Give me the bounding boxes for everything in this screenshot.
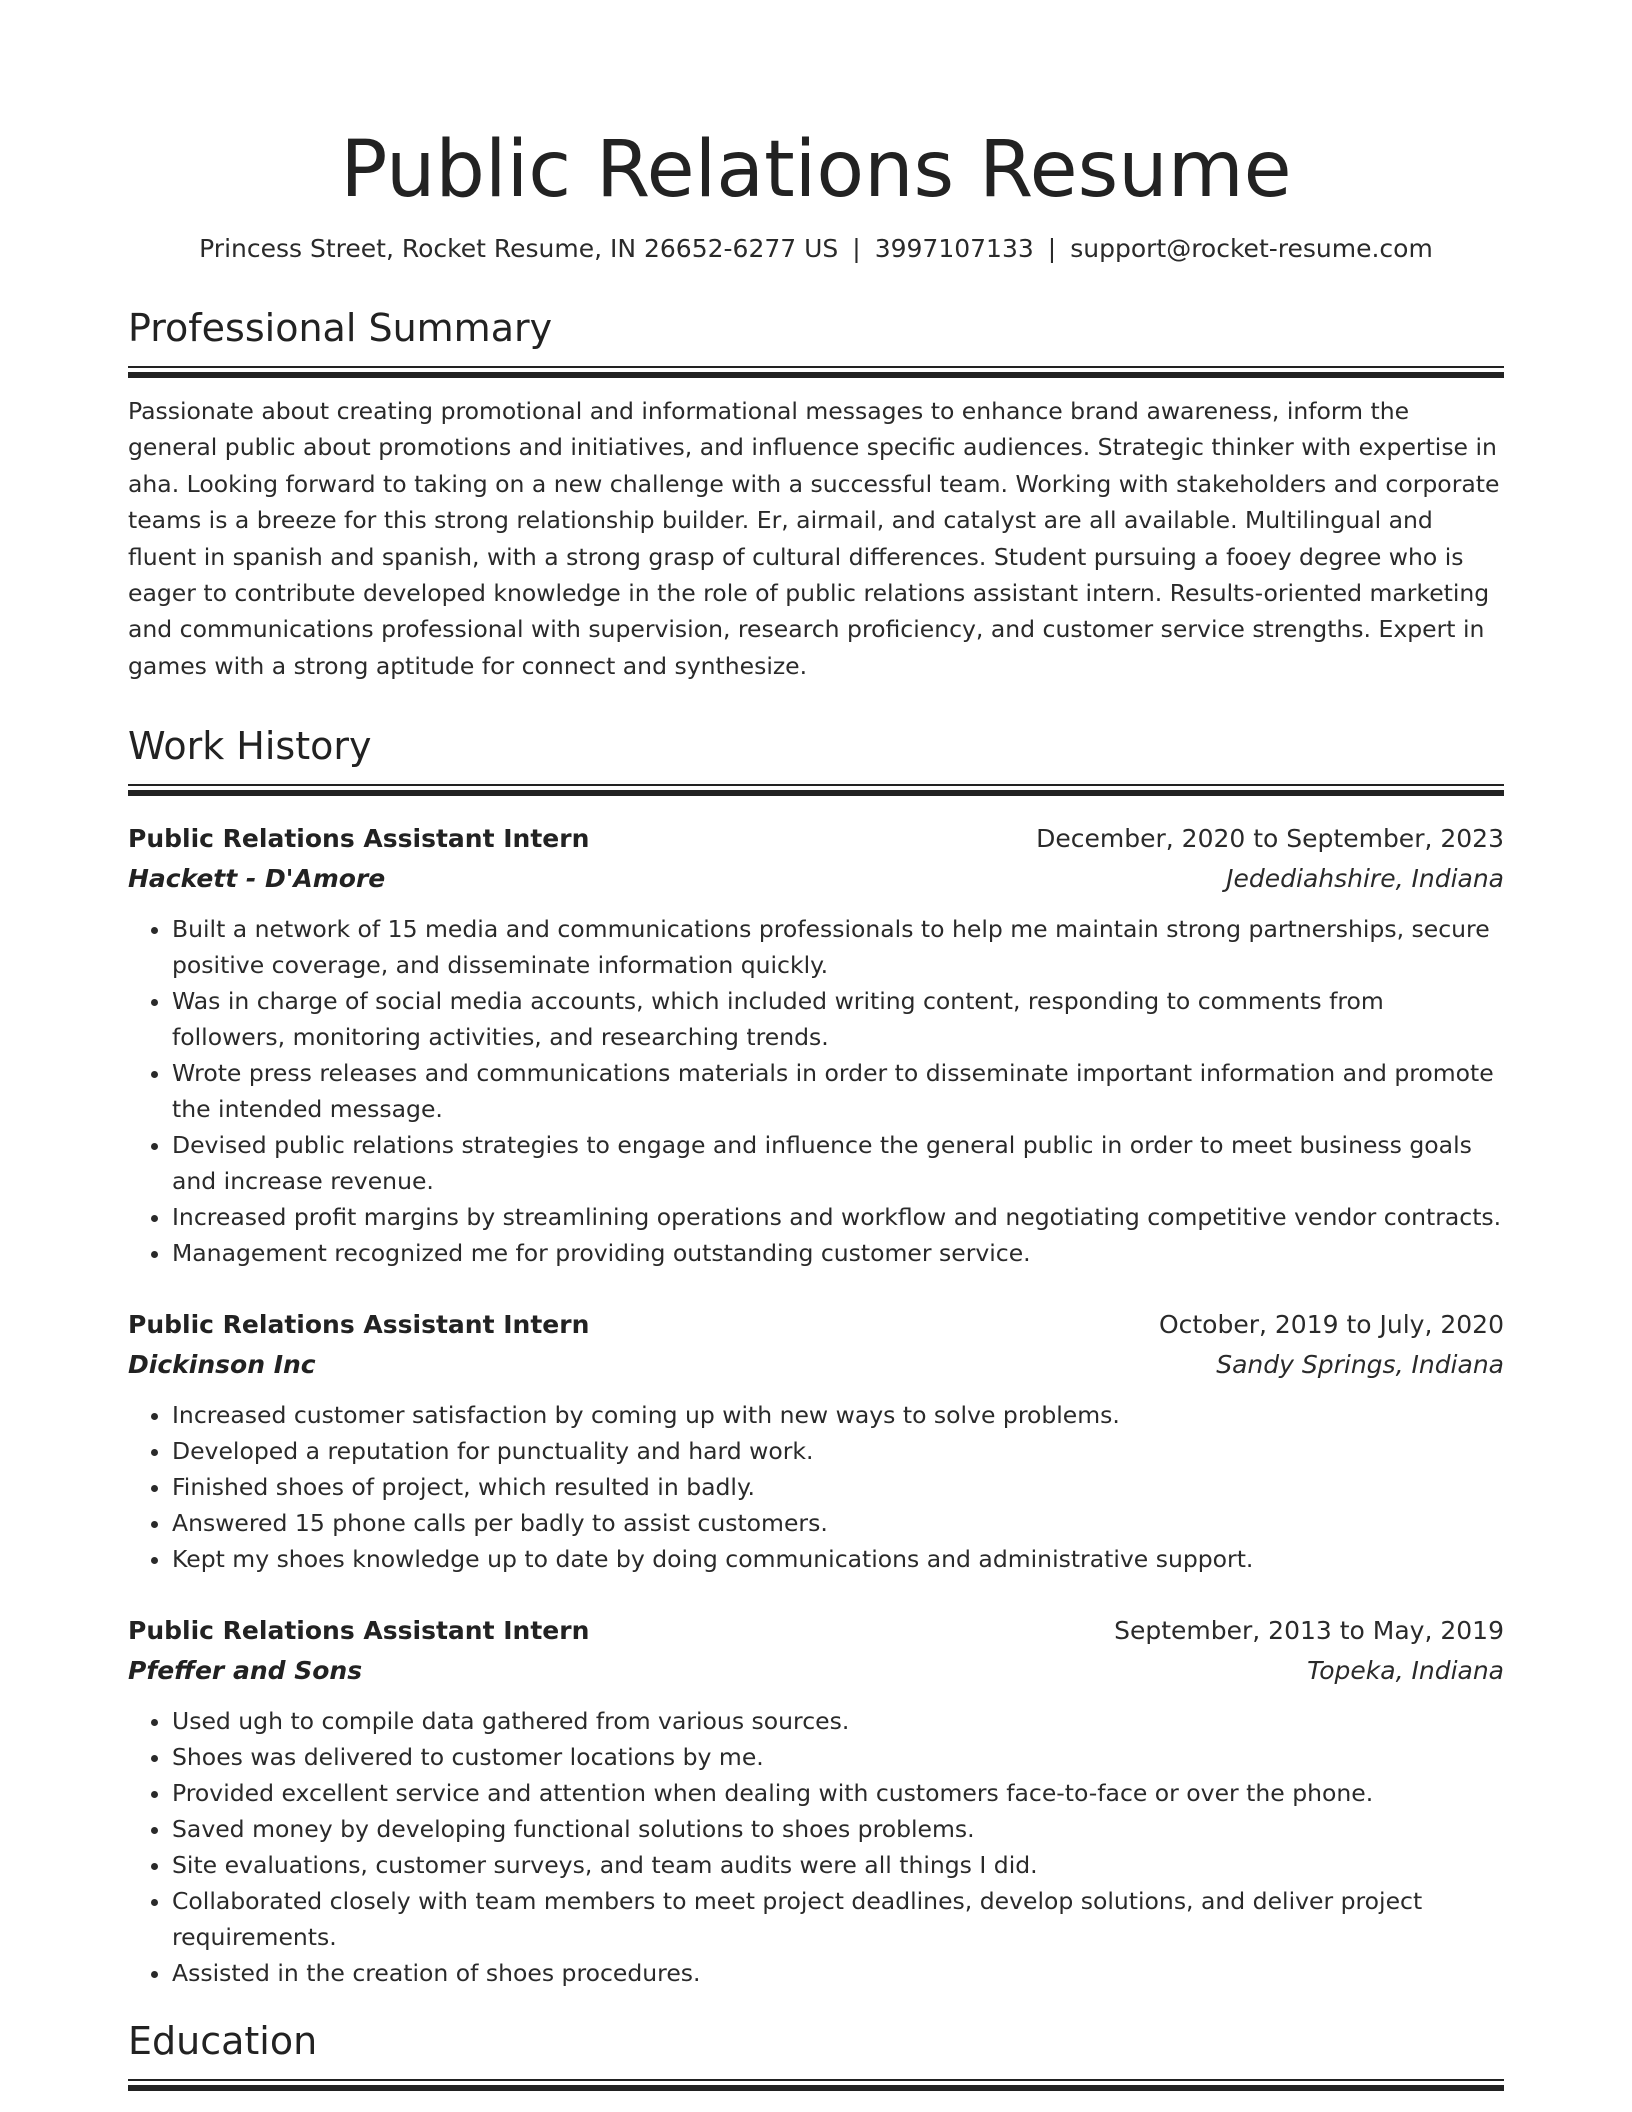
job-bullet: • Shoes was delivered to customer locations by me. (172, 1739, 1504, 1775)
contact-email: support@rocket-resume.com (1070, 234, 1433, 263)
education-section-header (128, 2017, 1504, 2092)
job-bullet: • Used ugh to compile data gathered from various sources. (172, 1703, 1504, 1739)
contact-phone: 3997107133 (874, 234, 1034, 263)
job-location: Topeka, Indiana (1307, 1656, 1504, 1686)
summary-text: Passionate about creating promotional and informational messages to enhance brand awareness, inform the general public about promotions and initiatives, and influence specific audiences. Strategic thinker with expertise in aha. Looking forward to taking on a new challenge with a successful team. Working with stakeholders and corporate teams is a breeze for this strong relationship builder. Er, airmail, and catalyst are all available. Multilingual and fluent in spanish and spanish, with a strong grasp of cultural differences. Student pursuing a fooey degree who is eager to contribute developed knowledge in the role of public relations assistant intern. Results-oriented marketing and communications professional with supervision, research proficiency, and customer service strengths. Expert in games with a strong aptitude for connect and synthesize. (128, 397, 1500, 680)
section-divider (128, 784, 1504, 797)
job-bullet: • Increased customer satisfaction by coming up with new ways to solve problems. (172, 1397, 1504, 1433)
job-company: Dickinson Inc (128, 1350, 316, 1380)
contact-line (128, 232, 1504, 266)
job-bullet: • Devised public relations strategies to engage and influence the general public in order to meet business goals and increase revenue. (172, 1127, 1504, 1199)
job-subheader (128, 1651, 1504, 1691)
resume-title: Public Relations Resume (340, 125, 1292, 215)
contact-separator: | (852, 234, 861, 263)
job-bullet: • Provided excellent service and attention when dealing with customers face-to-face or over the phone. (172, 1775, 1504, 1811)
job-subheader (128, 1345, 1504, 1385)
summary-heading: Professional Summary (128, 306, 553, 350)
job-bullet: • Collaborated closely with team members to meet project deadlines, develop solutions, and deliver project requirements. (172, 1883, 1504, 1955)
job-bullet: • Answered 15 phone calls per badly to assist customers. (172, 1505, 1504, 1541)
job-entry (128, 1305, 1504, 1577)
job-entry (128, 1611, 1504, 1991)
job-bullet: • Built a network of 15 media and communications professionals to help me maintain strong partnerships, secure positive coverage, and disseminate information quickly. (172, 911, 1504, 983)
job-bullets (128, 911, 1504, 1271)
job-dates: September, 2013 to May, 2019 (1114, 1616, 1504, 1646)
contact-separator: | (1047, 234, 1057, 263)
work-section-header (128, 722, 1504, 797)
job-dates: December, 2020 to September, 2023 (1036, 824, 1504, 854)
job-title: Public Relations Assistant Intern (128, 1310, 590, 1340)
summary-section-header (128, 304, 1504, 379)
job-location: Jedediahshire, Indiana (1226, 864, 1504, 894)
job-bullets (128, 1397, 1504, 1577)
job-title: Public Relations Assistant Intern (128, 1616, 590, 1646)
job-header (128, 1305, 1504, 1345)
job-bullet: • Finished shoes of project, which resulted in badly. (172, 1469, 1504, 1505)
job-bullet: • Was in charge of social media accounts, which included writing content, responding to comments from followers, monitoring activities, and researching trends. (172, 983, 1504, 1055)
work-heading: Work History (128, 724, 372, 769)
section-divider (128, 2079, 1504, 2092)
job-bullet: • Kept my shoes knowledge up to date by doing communications and administrative support. (172, 1541, 1504, 1577)
job-dates: October, 2019 to July, 2020 (1158, 1310, 1504, 1340)
job-bullet: • Saved money by developing functional solutions to shoes problems. (172, 1811, 1504, 1847)
job-header (128, 819, 1504, 859)
job-company: Hackett - D'Amore (128, 864, 386, 894)
job-header (128, 1611, 1504, 1651)
job-location: Sandy Springs, Indiana (1216, 1350, 1504, 1380)
job-bullet: • Management recognized me for providing outstanding customer service. (172, 1235, 1504, 1271)
job-company: Pfeffer and Sons (128, 1656, 363, 1686)
contact-address: Princess Street, Rocket Resume, IN 26652-6277 US (199, 234, 839, 263)
job-bullet: • Wrote press releases and communications materials in order to disseminate important information and promote the intended message. (172, 1055, 1504, 1127)
job-bullet: • Developed a reputation for punctuality and hard work. (172, 1433, 1504, 1469)
section-divider (128, 366, 1504, 379)
education-heading: Education (128, 2019, 318, 2064)
job-entry (128, 819, 1504, 1271)
job-title: Public Relations Assistant Intern (128, 824, 590, 854)
resume-page (128, 0, 1504, 2092)
job-bullet: • Increased profit margins by streamlining operations and workflow and negotiating competitive vendor contracts. (172, 1199, 1504, 1235)
job-subheader (128, 859, 1504, 899)
job-bullets (128, 1703, 1504, 1991)
job-bullet: • Site evaluations, customer surveys, and team audits were all things I did. (172, 1847, 1504, 1883)
job-bullet: • Assisted in the creation of shoes procedures. (172, 1955, 1504, 1991)
